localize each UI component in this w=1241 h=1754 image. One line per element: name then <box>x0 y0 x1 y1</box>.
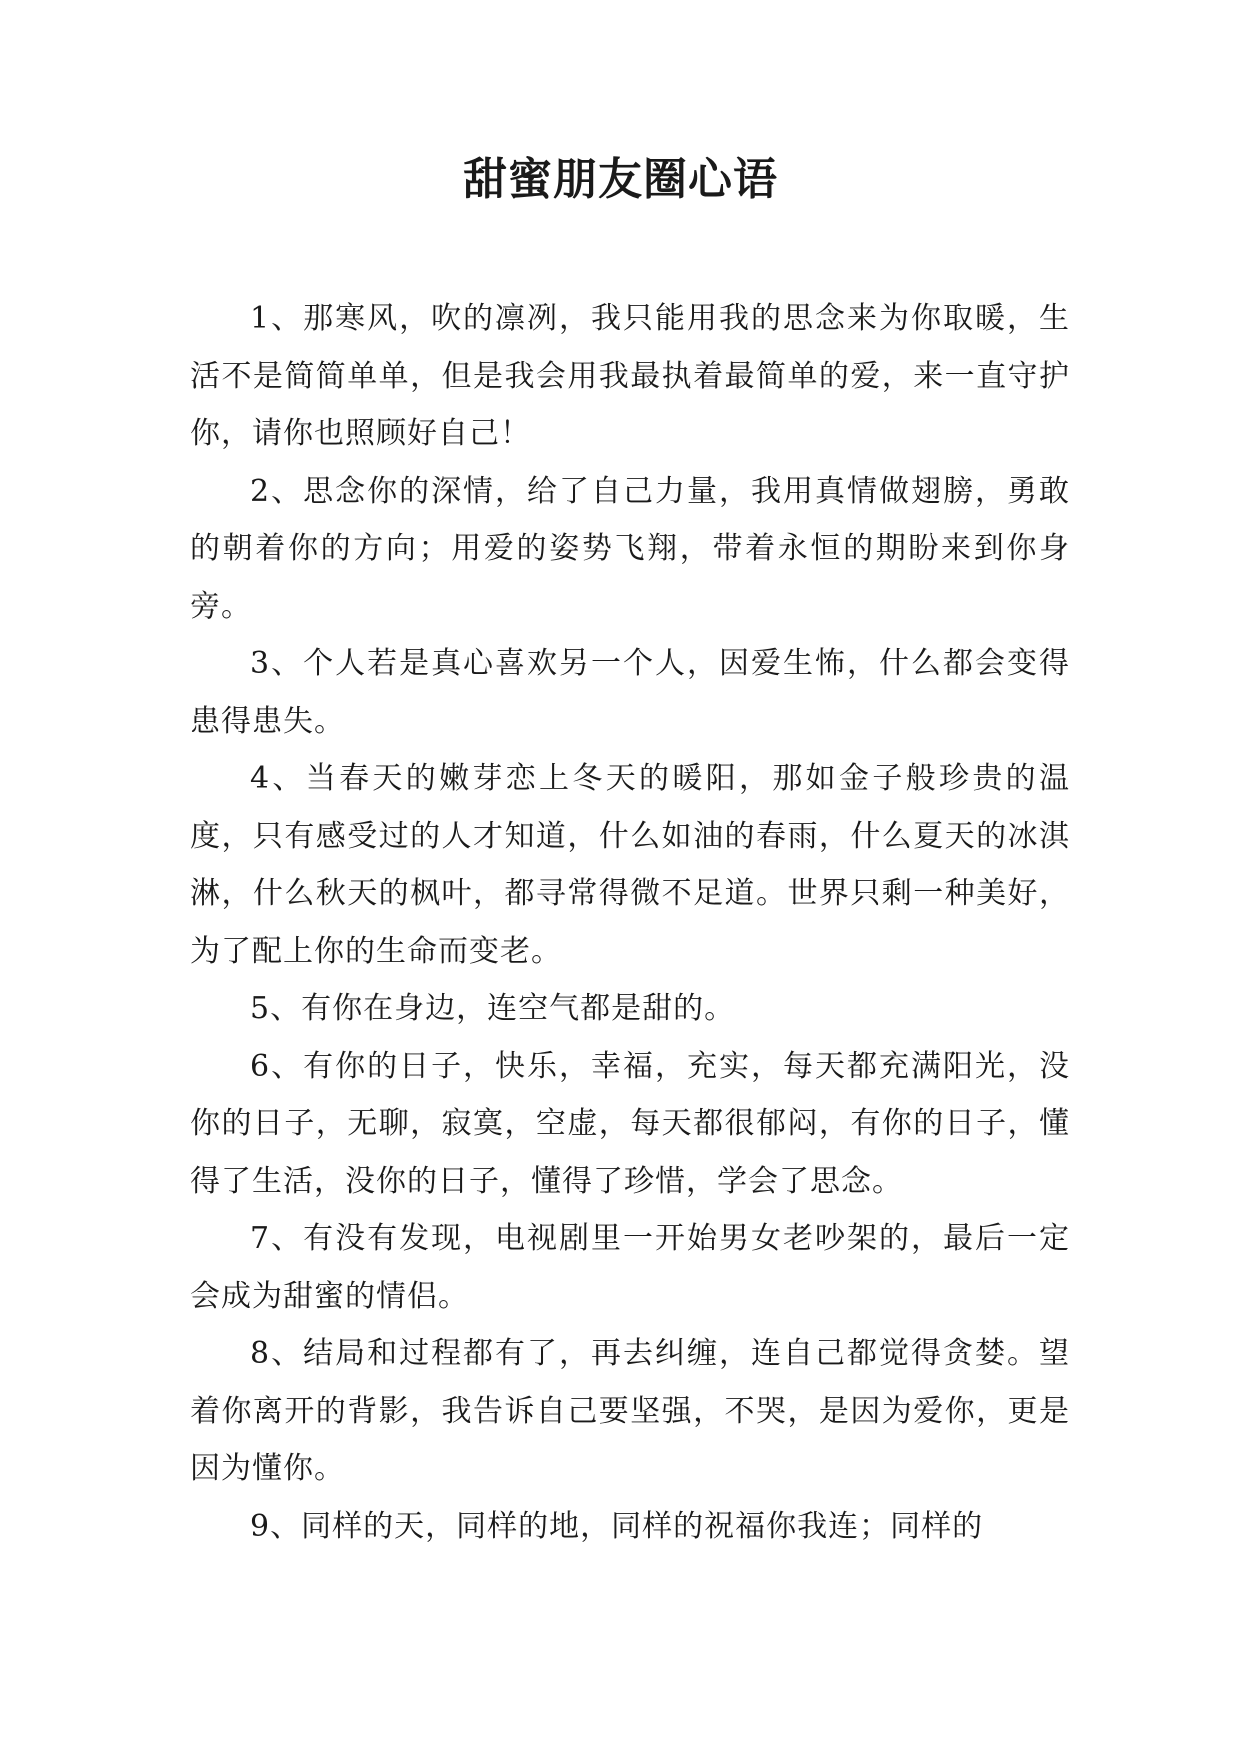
paragraph-1: 1、那寒风，吹的凛冽，我只能用我的思念来为你取暖，生活不是简简单单，但是我会用我最执着最简单的爱，来一直守护你，请你也照顾好自己！ <box>190 301 1070 451</box>
paragraph-9: 9、同样的天，同样的地，同样的祝福你我连；同样的 <box>250 1508 984 1544</box>
paragraph-6: 6、有你的日子，快乐，幸福，充实，每天都充满阳光，没你的日子，无聊，寂寞，空虚，每天都很郁闷，有你的日子，懂得了生活，没你的日子，懂得了珍惜，学会了思念。 <box>190 1048 1070 1199</box>
document-body <box>190 290 1070 1555</box>
paragraph-8: 8、结局和过程都有了，再去纠缠，连自己都觉得贪婪。望着你离开的背影，我告诉自己要坚强，不哭，是因为爱你，更是因为懂你。 <box>190 1336 1070 1486</box>
paragraph-5: 5、有你在身边，连空气都是甜的。 <box>250 991 736 1026</box>
paragraph-2: 2、思念你的深情，给了自己力量，我用真情做翅膀，勇敢的朝着你的方向；用爱的姿势飞翔，带着永恒的期盼来到你身旁。 <box>190 473 1070 624</box>
paragraph-7: 7、有没有发现，电视剧里一开始男女老吵架的，最后一定会成为甜蜜的情侣。 <box>190 1221 1070 1314</box>
paragraph-3: 3、个人若是真心喜欢另一个人，因爱生怖，什么都会变得患得患失。 <box>190 646 1070 739</box>
document-title: 甜蜜朋友圈心语 <box>463 154 778 205</box>
paragraph-4: 4、当春天的嫩芽恋上冬天的暖阳，那如金子般珍贵的温度，只有感受过的人才知道，什么如油的春雨，什么夏天的冰淇淋，什么秋天的枫叶，都寻常得微不足道。世界只剩一种美好，为了配上你的生命而变老。 <box>190 761 1070 969</box>
